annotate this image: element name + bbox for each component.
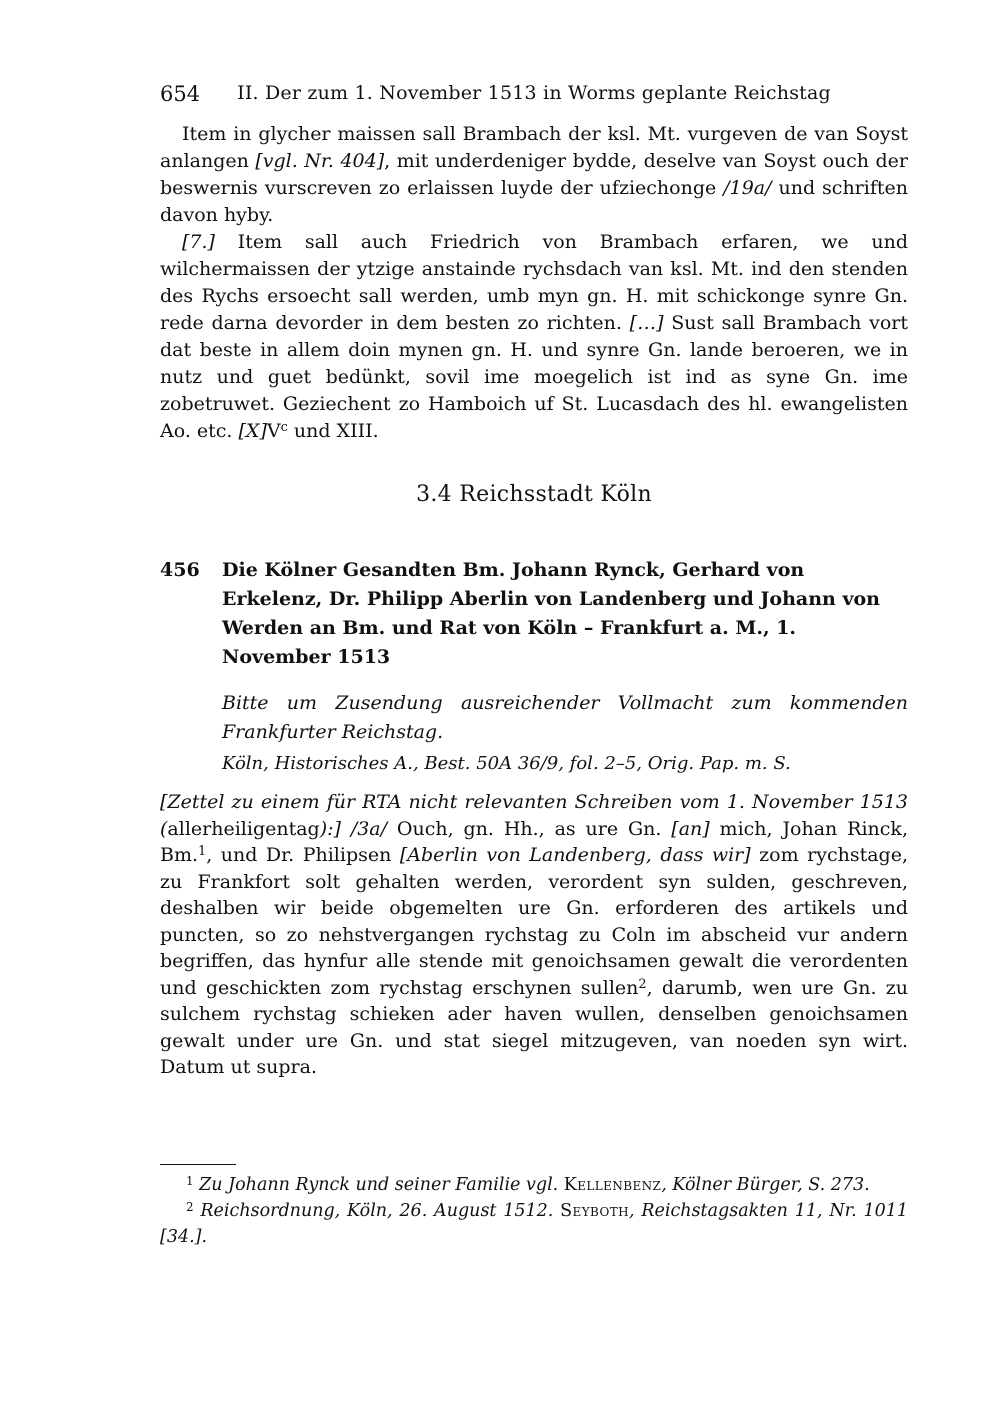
text-run: zom rychstage, zu Frankfort solt gehalten werden, verordent syn sulden, geschreven, deshalben wir beide obgemelten ure Gn. erforderen des artikels und puncten, so zo nehstvergangen rychstag zu Coln im abscheid vur andern begriffen, das hynfur alle stende mit genoichsamen gewalt die verordenten und geschickten zom rychstag erschynen sullen	[160, 844, 909, 999]
text-run: , und Dr. Philipsen	[206, 844, 400, 866]
text-run: allerheiligentag	[167, 817, 320, 840]
footnote-1	[160, 1172, 908, 1198]
text-run: [7.]	[182, 231, 215, 253]
text-run: 2	[638, 976, 647, 992]
footnote-2	[160, 1198, 908, 1250]
entry-number: 456	[160, 559, 200, 581]
text-block	[160, 121, 908, 1081]
running-header	[160, 82, 908, 106]
entry-source: Köln, Historisches A., Best. 50A 36/9, fol. 2–5, Orig. Pap. m. S.	[222, 753, 791, 774]
text-run: Ouch, gn. Hh., as ure Gn.	[387, 817, 672, 840]
entry-body	[160, 789, 908, 1081]
text-run: , darumb, wen ure Gn. zu sulchem rychstag schieken ader haven wullen, denselben genoichsamen gewalt under ure Gn. und stat siegel mitzugeven, van noeden syn wirt. Datum ut supra.	[160, 976, 908, 1078]
text-run: ):] /3a/	[319, 817, 388, 840]
text-run: 1	[186, 1173, 194, 1188]
text-run: Item in glycher maissen sall Brambach der ksl. Mt. vurgeven de van Soyst anlangen	[160, 123, 908, 172]
section-heading: 3.4 Reichsstadt Köln	[416, 482, 652, 507]
text-run: , Kölner Bürger, S. 273.	[661, 1175, 870, 1195]
text-run: [Aberlin von Landenberg, dass wir]	[399, 844, 751, 866]
paragraph-brambach	[160, 229, 908, 445]
entry-heading	[160, 556, 908, 672]
footnotes	[160, 1164, 908, 1250]
text-run: Reichsordnung, Köln, 26. August 1512.	[193, 1201, 561, 1221]
text-run: Sust sall Brambach vort dat beste in allem doin mynen gn. H. und synre Gn. lande beroeren, we in nutz und guet bedünkt, sovil ime moegelich ist ind as syne Gn. ime zobetruwet. Geziechent zo Hamboich uf St. Lucasdach des hl. ewangelisten Ao. etc.	[160, 312, 908, 442]
text-run: und schriften davon hyby.	[160, 177, 908, 226]
text-run: und XIII.	[287, 420, 379, 442]
entry-summary: Bitte um Zusendung ausreichender Vollmacht zum kommenden Frankfurter Reichstag.	[222, 692, 908, 743]
text-run: Kellenbenz	[563, 1175, 662, 1195]
text-run: […]	[629, 312, 664, 334]
page-number: 654	[160, 82, 201, 106]
text-run: 2	[186, 1199, 194, 1214]
text-run: V	[266, 420, 281, 442]
text-run: Zu Johann Rynck und seiner Familie vgl.	[193, 1175, 564, 1195]
entry-title: Die Kölner Gesandten Bm. Johann Rynck, Gerhard von Erkelenz, Dr. Philipp Aberlin von Landenberg und Johann von Werden an Bm. und Rat von Köln – Frankfurt a. M., 1. November 1513	[222, 559, 880, 668]
paragraph-soyst	[160, 121, 908, 229]
text-run: /19a/	[723, 177, 772, 199]
text-run: , Reichstagsakten 11, Nr. 1011 [34.].	[160, 1201, 908, 1247]
text-run: c	[280, 420, 288, 436]
text-run: [an]	[671, 817, 710, 840]
text-run: Seyboth	[560, 1201, 629, 1221]
text-run: , mit underdeniger bydde, deselve van Soyst ouch der beswernis vurscreven zo erlaissen luyde der ufziechonge	[160, 150, 909, 199]
text-run: [vgl. Nr. 404]	[255, 150, 385, 172]
chapter-title: II. Der zum 1. November 1513 in Worms geplante Reichstag	[237, 82, 831, 104]
text-run: 1	[198, 844, 207, 860]
footnote-divider	[160, 1164, 236, 1165]
text-run: [X]	[238, 420, 267, 442]
text-run: mich, Johan Rinck, Bm.	[160, 817, 908, 866]
text-run: [Zettel zu einem für RTA nicht relevanten Schreiben vom 1. November 1513 (	[160, 791, 908, 840]
text-run: Item sall auch Friedrich von Brambach erfaren, we und wilchermaissen der ytzige anstainde rychsdach van ksl. Mt. ind den stenden des Rychs ersoecht sall werden, umb myn gn. H. mit schickonge synre Gn. rede darna devorder in dem besten zo richten.	[160, 231, 908, 334]
